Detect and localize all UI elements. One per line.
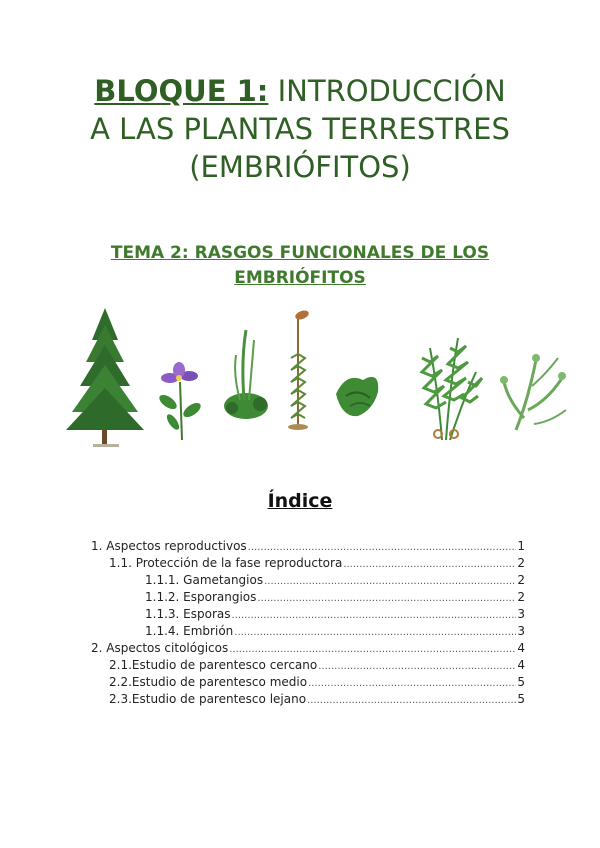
toc-dot-leader (248, 539, 517, 556)
conifer-tree-icon (66, 308, 144, 447)
toc-entry[interactable] (109, 555, 525, 572)
toc-entry-label: 2.1.Estudio de parentesco cercano (109, 658, 318, 672)
title-lead: BLOQUE 1: (94, 74, 269, 108)
clubmoss-icon (500, 354, 566, 430)
toc-dot-leader (343, 556, 516, 573)
toc-dot-leader (308, 675, 516, 692)
toc-entry[interactable] (91, 640, 525, 657)
toc-entry-page: 2 (517, 556, 525, 570)
toc-entry[interactable] (145, 589, 525, 606)
toc-entry-page: 4 (517, 658, 525, 672)
toc-dot-leader (232, 607, 517, 624)
toc-entry[interactable] (109, 674, 525, 691)
toc-entry[interactable] (145, 623, 525, 640)
toc-entry-label: 1.1.2. Esporangios (145, 590, 257, 604)
document-subtitle (60, 241, 540, 291)
moss-sporophyte-icon (288, 309, 310, 430)
title-line-3: (EMBRIÓFITOS) (189, 150, 411, 184)
toc-dot-leader (229, 641, 516, 658)
grass-tuft-icon (224, 330, 268, 419)
toc-dot-leader (234, 624, 516, 641)
toc-entry-label: 1.1. Protección de la fase reproductora (109, 556, 343, 570)
liverwort-icon (336, 377, 378, 416)
toc-entry-label: 2.3.Estudio de parentesco lejano (109, 692, 307, 706)
toc-dot-leader (307, 692, 516, 709)
flowering-plant-icon (157, 362, 203, 440)
toc-entry-page: 3 (517, 607, 525, 621)
toc-entry[interactable] (145, 606, 525, 623)
toc-entry-page: 4 (517, 641, 525, 655)
subtitle-line-1: TEMA 2: RASGOS FUNCIONALES DE LOS (110, 243, 490, 263)
index-heading: Índice (267, 490, 333, 512)
toc-entry-label: 1. Aspectos reproductivos (91, 539, 247, 553)
toc-entry[interactable] (109, 691, 525, 708)
toc-entry-label: 1.1.1. Gametangios (145, 573, 264, 587)
document-title (20, 72, 580, 186)
title-rest: INTRODUCCIÓN (268, 74, 506, 108)
toc-dot-leader (318, 658, 516, 675)
toc-entry[interactable] (91, 538, 525, 555)
toc-dot-leader (264, 573, 516, 590)
toc-entry-page: 2 (517, 590, 525, 604)
toc-dot-leader (257, 590, 516, 607)
toc-entry-label: 1.1.3. Esporas (145, 607, 231, 621)
plants-illustration (58, 300, 578, 450)
toc-entry[interactable] (109, 657, 525, 674)
subtitle-line-2: EMBRIÓFITOS (234, 268, 366, 288)
title-line-2: A LAS PLANTAS TERRESTRES (90, 112, 510, 146)
toc-entry-page: 3 (517, 624, 525, 638)
toc-entry-page: 1 (517, 539, 525, 553)
toc-entry-label: 2. Aspectos citológicos (91, 641, 229, 655)
fern-icon (422, 338, 482, 440)
toc-entry[interactable] (145, 572, 525, 589)
title-line-1 (20, 72, 580, 110)
toc-entry-page: 5 (517, 675, 525, 689)
toc-entry-page: 5 (517, 692, 525, 706)
toc-entry-page: 2 (517, 573, 525, 587)
toc-entry-label: 2.2.Estudio de parentesco medio (109, 675, 308, 689)
toc-entry-label: 1.1.4. Embrión (145, 624, 234, 638)
